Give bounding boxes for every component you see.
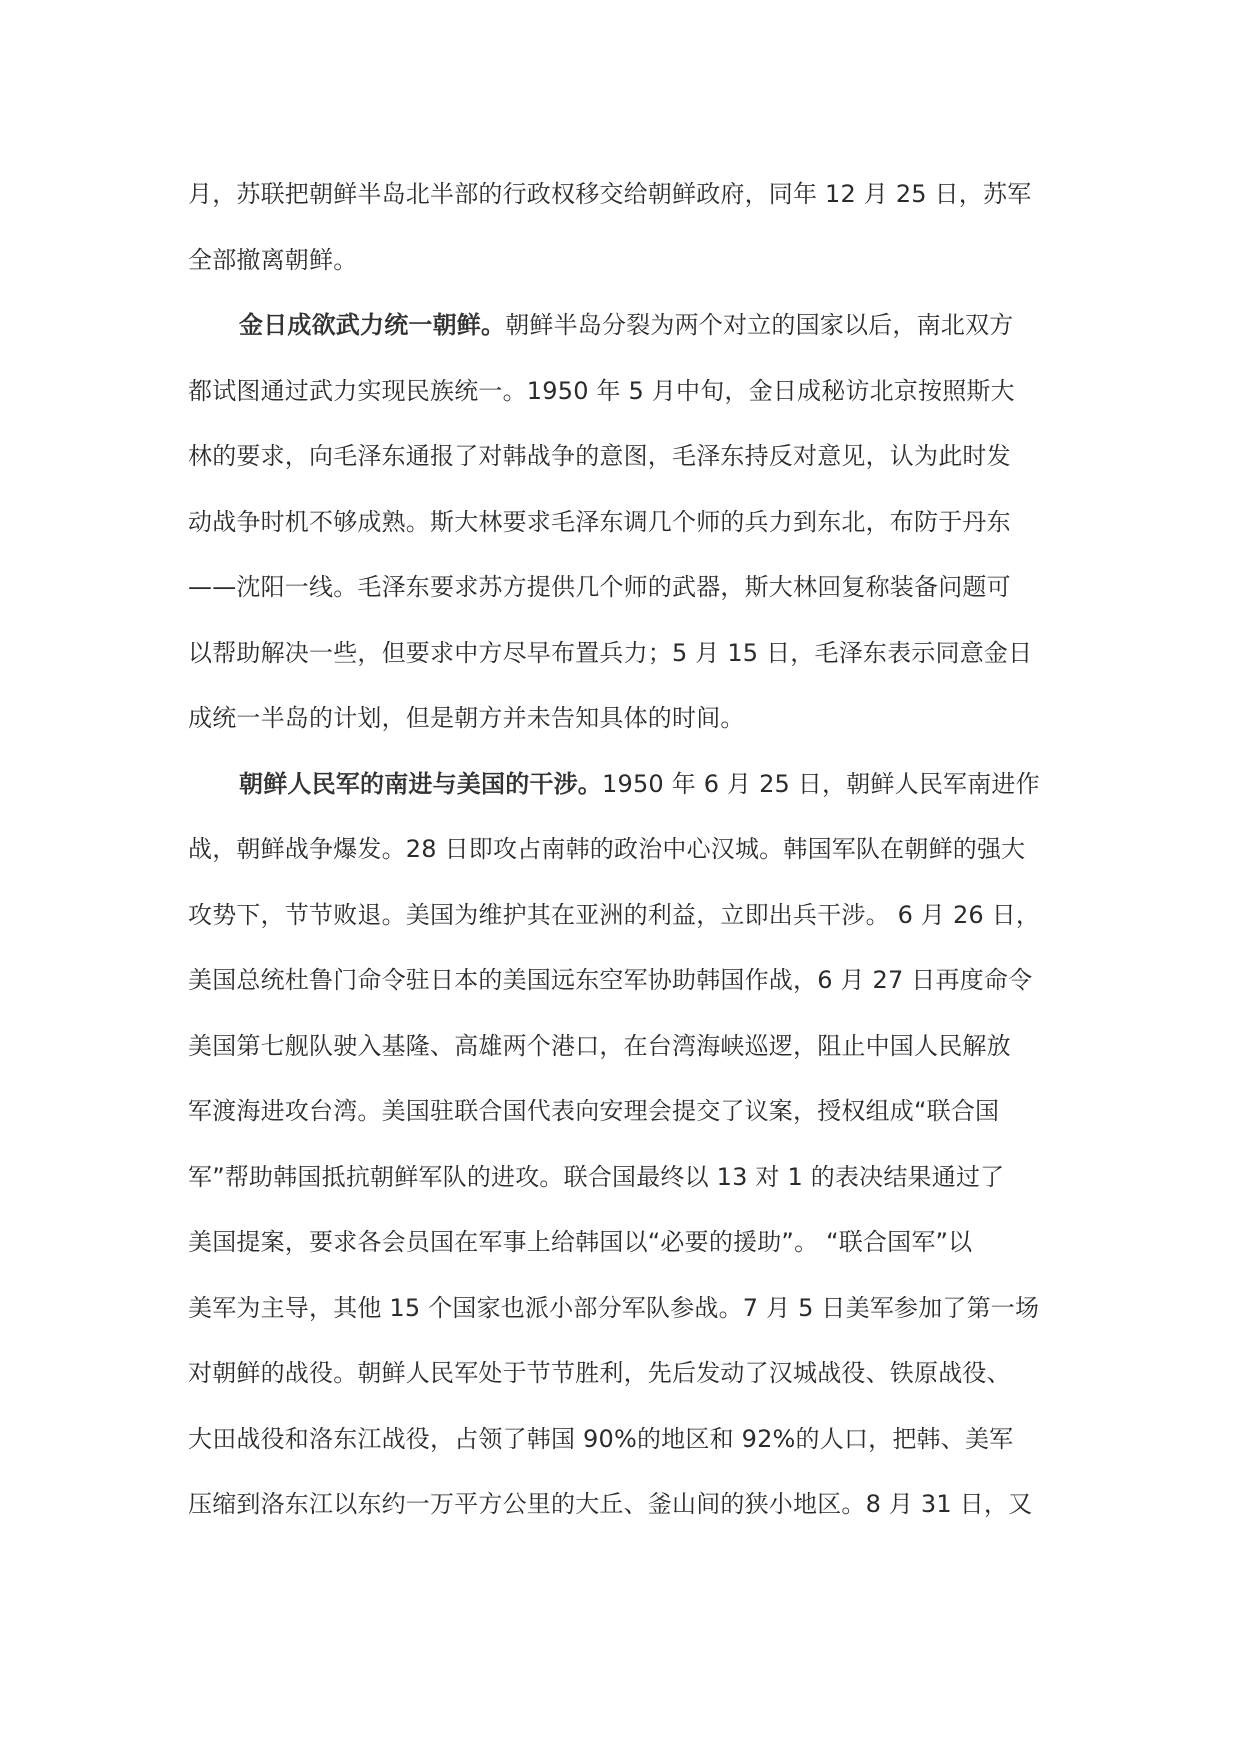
text-line: 战，朝鲜战争爆发。28 日即攻占南韩的政治中心汉城。韩国军队在朝鲜的强大 — [188, 835, 1026, 863]
text-line: 军渡海进攻台湾。美国驻联合国代表向安理会提交了议案，授权组成“联合国 — [188, 1097, 1000, 1125]
paragraph-kim-il-sung-unification — [188, 293, 1068, 752]
text-line: 压缩到洛东江以东约一万平方公里的大丘、釜山间的狭小地区。8 月 31 日，又 — [188, 1490, 1033, 1518]
body-text — [188, 162, 1068, 1538]
text-line: 大田战役和洛东江战役，占领了韩国 90%的地区和 92%的人口，把韩、美军 — [188, 1424, 1014, 1453]
text-line — [188, 752, 1068, 818]
text-line: 对朝鲜的战役。朝鲜人民军处于节节胜利，先后发动了汉城战役、铁原战役、 — [188, 1359, 1011, 1387]
text-line: 以帮助解决一些，但要求中方尽早布置兵力；5 月 15 日，毛泽东表示同意金日 — [188, 638, 1033, 667]
text-line: 军”帮助韩国抵抗朝鲜军队的进攻。联合国最终以 13 对 1 的表决结果通过了 — [188, 1162, 1005, 1191]
text-line: 动战争时机不够成熟。斯大林要求毛泽东调几个师的兵力到东北，布防于丹东 — [188, 507, 1011, 536]
text-line: 全部撤离朝鲜。 — [188, 245, 358, 274]
paragraph-lead-heading: 金日成欲武力统一朝鲜。 — [239, 311, 506, 339]
text-line: 月，苏联把朝鲜半岛北半部的行政权移交给朝鲜政府，同年 12 月 25 日，苏军 — [188, 180, 1032, 208]
paragraph-soviet-withdrawal — [188, 162, 1068, 293]
text-line: 美国总统杜鲁门命令驻日本的美国远东空军协助韩国作战，6 月 27 日再度命令 — [188, 966, 1033, 994]
text-line: 都试图通过武力实现民族统一。1950 年 5 月中旬，金日成秘访北京按照斯大 — [188, 376, 1015, 405]
text-line: 成统一半岛的计划，但是朝方并未告知具体的时间。 — [188, 704, 745, 732]
text-line: 林的要求，向毛泽东通报了对韩战争的意图，毛泽东持反对意见，认为此时发 — [188, 442, 1011, 470]
text-line: ——沈阳一线。毛泽东要求苏方提供几个师的武器，斯大林回复称装备问题可 — [188, 573, 1011, 601]
text-line: 美军为主导，其他 15 个国家也派小部分军队参战。7 月 5 日美军参加了第一场 — [188, 1293, 1040, 1322]
text-line-content: 朝鲜半岛分裂为两个对立的国家以后，南北双方 — [505, 311, 1014, 339]
text-line: 美国第七舰队驶入基隆、高雄两个港口，在台湾海峡巡逻，阻止中国人民解放 — [188, 1031, 1011, 1060]
text-line: 攻势下，节节败退。美国为维护其在亚洲的利益，立即出兵干涉。 6 月 26 日， — [188, 900, 1041, 929]
text-line — [188, 293, 1068, 359]
paragraph-lead-heading: 朝鲜人民军的南进与美国的干涉。 — [239, 769, 602, 798]
text-line-content: 1950 年 6 月 25 日，朝鲜人民军南进作 — [602, 769, 1040, 798]
paragraph-kpa-advance-us-intervention — [188, 752, 1068, 1538]
text-line: 美国提案，要求各会员国在军事上给韩国以“必要的援助”。 “联合国军”以 — [188, 1228, 973, 1256]
